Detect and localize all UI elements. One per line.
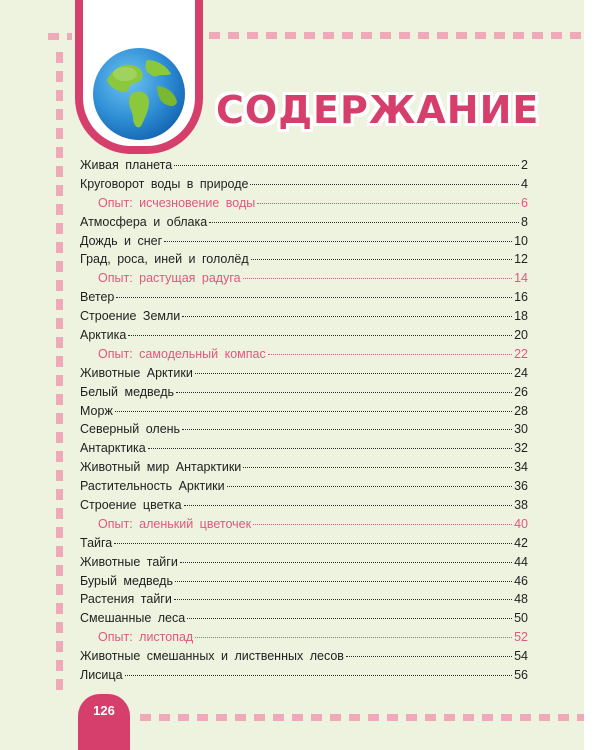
toc-entry-page: 36: [514, 479, 528, 494]
dot-leader: [253, 524, 512, 525]
dot-leader: [180, 562, 512, 563]
dot-leader: [251, 259, 512, 260]
toc-entry-page: 48: [514, 592, 528, 607]
toc-entry-title: Растительность Арктики: [80, 479, 225, 494]
toc-entry[interactable]: [80, 309, 528, 328]
toc-entry-page: 8: [521, 214, 528, 229]
toc-entry-title: Морж: [80, 403, 113, 418]
toc-entry[interactable]: [80, 290, 528, 309]
dot-leader: [346, 656, 512, 657]
dot-leader: [125, 675, 513, 676]
left-dashed-border: [56, 52, 63, 692]
toc-entry-page: 46: [514, 573, 528, 588]
toc-entry-title: Растения тайги: [80, 592, 172, 607]
toc-entry-page: 50: [514, 611, 528, 626]
toc-entry[interactable]: [80, 592, 528, 611]
dot-leader: [268, 354, 512, 355]
toc-entry-page: 30: [514, 422, 528, 437]
dot-leader: [250, 184, 519, 185]
toc-entry-title: Строение цветка: [80, 498, 182, 513]
toc-entry-page: 12: [514, 252, 528, 267]
page-title: СОДЕРЖАНИЕ: [216, 88, 540, 132]
toc-entry-experiment[interactable]: [80, 196, 528, 215]
dot-leader: [128, 335, 512, 336]
toc-entry-page: 44: [514, 554, 528, 569]
toc-entry-title: Животные Арктики: [80, 365, 193, 380]
toc-entry-page: 4: [521, 176, 528, 191]
toc-entry-experiment[interactable]: [80, 517, 528, 536]
toc-entry[interactable]: [80, 479, 528, 498]
toc-entry-page: 6: [521, 195, 528, 210]
toc-entry[interactable]: [80, 252, 528, 271]
toc-entry-title: Северный олень: [80, 422, 181, 437]
dot-leader: [243, 278, 513, 279]
toc-entry-title: Круговорот воды в природе: [80, 176, 249, 191]
toc-entry-title: Опыт: самодельный компас: [98, 346, 266, 361]
toc-entry-title: Строение Земли: [80, 309, 181, 324]
dot-leader: [227, 486, 512, 487]
toc-entry[interactable]: [80, 611, 528, 630]
page-number: 126: [78, 694, 130, 750]
toc-entry[interactable]: [80, 574, 528, 593]
toc-entry-page: 32: [514, 441, 528, 456]
toc-entry-title: Опыт: растущая радуга: [98, 271, 241, 286]
toc-entry-title: Лисица: [80, 668, 123, 683]
dot-leader: [176, 392, 512, 393]
toc-entry-title: Антарктика: [80, 441, 146, 456]
toc-entry[interactable]: [80, 328, 528, 347]
toc-entry-title: Опыт: аленький цветочек: [98, 516, 252, 531]
toc-entry[interactable]: [80, 422, 528, 441]
dot-leader: [182, 429, 512, 430]
toc-entry-title: Животные смешанных и лиственных лесов: [80, 649, 344, 664]
toc-entry-page: 40: [514, 516, 528, 531]
toc-entry-page: 56: [514, 668, 528, 683]
toc-entry-page: 14: [514, 271, 528, 286]
toc-entry-title: Опыт: исчезновение воды: [98, 195, 256, 210]
top-dashed-border: [190, 32, 584, 39]
toc-entry-title: Тайга: [80, 535, 113, 550]
toc-entry-page: 10: [514, 233, 528, 248]
toc-entry[interactable]: [80, 460, 528, 479]
dot-leader: [115, 411, 512, 412]
dot-leader: [174, 599, 512, 600]
toc-entry-page: 22: [514, 346, 528, 361]
toc-entry-page: 52: [514, 630, 528, 645]
toc-entry[interactable]: [80, 649, 528, 668]
toc-entry-page: 38: [514, 498, 528, 513]
toc-entry-experiment[interactable]: [80, 271, 528, 290]
bottom-dashed-border: [140, 714, 584, 721]
toc-entry-title: Град, роса, иней и гололёд: [80, 252, 249, 267]
toc-entry-title: Опыт: листопад: [98, 630, 194, 645]
dot-leader: [195, 373, 512, 374]
toc-entry-experiment[interactable]: [80, 347, 528, 366]
toc-entry[interactable]: [80, 158, 528, 177]
toc-entry[interactable]: [80, 234, 528, 253]
toc-entry-page: 24: [514, 365, 528, 380]
toc-entry-page: 20: [514, 328, 528, 343]
toc-entry-title: Дождь и снег: [80, 233, 163, 248]
dot-leader: [209, 222, 519, 223]
dot-leader: [257, 203, 519, 204]
toc-entry-page: 54: [514, 649, 528, 664]
toc-entry-page: 34: [514, 460, 528, 475]
toc-entry-page: 28: [514, 403, 528, 418]
dot-leader: [187, 618, 512, 619]
dot-leader: [164, 241, 512, 242]
toc-entry[interactable]: [80, 385, 528, 404]
toc-entry[interactable]: [80, 366, 528, 385]
toc-entry[interactable]: [80, 536, 528, 555]
toc-entry[interactable]: [80, 404, 528, 423]
toc-entry-page: 26: [514, 384, 528, 399]
toc-entry-title: Животный мир Антарктики: [80, 460, 242, 475]
dot-leader: [184, 505, 513, 506]
dot-leader: [243, 467, 512, 468]
toc-entry-title: Белый медведь: [80, 384, 175, 399]
toc-entry-title: Бурый медведь: [80, 573, 173, 588]
dot-leader: [148, 448, 512, 449]
toc-entry-title: Ветер: [80, 290, 115, 305]
toc-entry-page: 42: [514, 535, 528, 550]
toc-entry-experiment[interactable]: [80, 630, 528, 649]
toc-entry-title: Атмосфера и облака: [80, 214, 208, 229]
toc-entry[interactable]: [80, 668, 528, 687]
toc-entry-title: Живая планета: [80, 158, 173, 172]
toc-entry-title: Арктика: [80, 328, 127, 343]
toc-entry[interactable]: [80, 441, 528, 460]
toc-entry[interactable]: [80, 215, 528, 234]
globe-icon: [91, 46, 187, 142]
toc-entry-page: 2: [521, 158, 528, 172]
dot-leader: [175, 581, 512, 582]
dot-leader: [195, 637, 512, 638]
dot-leader: [114, 543, 512, 544]
toc-entry-page: 18: [514, 309, 528, 324]
dot-leader: [174, 165, 519, 166]
dot-leader: [116, 297, 512, 298]
top-left-dashed-border: [48, 33, 72, 40]
toc-entry-page: 16: [514, 290, 528, 305]
toc-entry[interactable]: [80, 555, 528, 574]
toc-entry-title: Животные тайги: [80, 554, 178, 569]
table-of-contents: [80, 158, 528, 687]
dot-leader: [182, 316, 512, 317]
toc-entry[interactable]: [80, 498, 528, 517]
toc-entry[interactable]: [80, 177, 528, 196]
toc-entry-title: Смешанные леса: [80, 611, 186, 626]
